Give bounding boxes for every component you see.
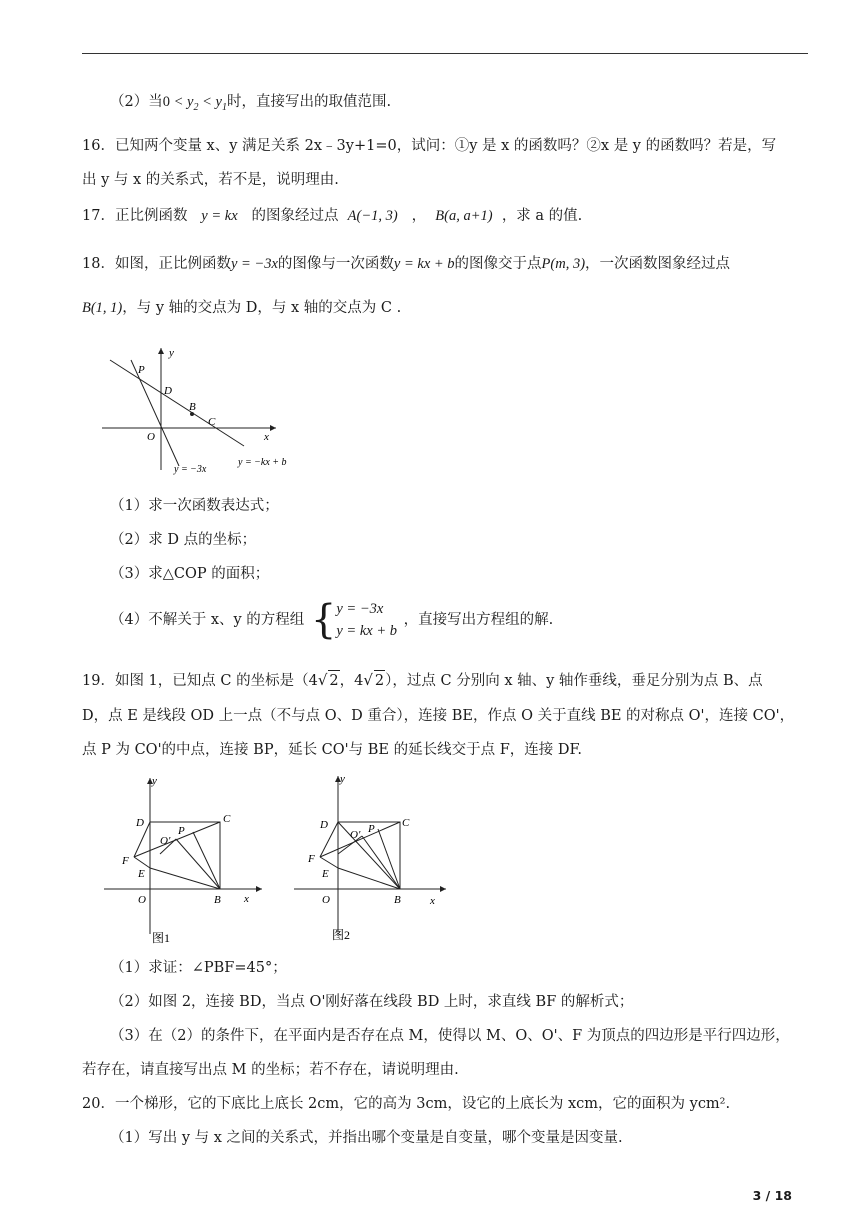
svg-text:B: B [394, 894, 401, 906]
q17: 17．正比例函数 y = kx 的图象经过点 A(−1, 3) ， B(a, a+1) ，求 a 的值. [82, 208, 583, 224]
svg-text:O: O [322, 894, 330, 906]
svg-text:P: P [368, 823, 375, 835]
svg-text:B: B [214, 894, 221, 906]
svg-text:O: O [138, 894, 146, 906]
svg-text:F: F [122, 855, 129, 867]
equation-system: {y = −3x y = kx + b [310, 597, 398, 643]
q19-part3-line1: （3）在（2）的条件下，在平面内是否存在点 M，使得以 M、O、O'、F 为顶点的四边形是平行四边形， [110, 1028, 790, 1044]
label-line2: y = −kx + b [238, 457, 287, 468]
label-c: C [208, 416, 216, 428]
q20-line1: 20．一个梯形，它的下底比上底长 2cm，它的高为 3cm，设它的上底长为 xcm，它的面积为 ycm². [82, 1096, 731, 1112]
q18-part2: （2）求 D 点的坐标； [110, 532, 257, 548]
caption-fig2: 图2 [332, 928, 351, 942]
caption-fig1: 图1 [152, 931, 171, 944]
svg-text:y: y [152, 775, 157, 787]
q17-function: y = kx [201, 208, 238, 224]
label-p: P [138, 364, 145, 376]
q16-line2: 出 y 与 x 的关系式，若不是，说明理由. [82, 172, 339, 188]
q15-part2: （2）当$0 < y_2 < y_1$时，直接写出的取值范围. [110, 94, 392, 113]
line-kx-b [110, 360, 244, 446]
q19-line3: 点 P 为 CO'的中点，连接 BP，延长 CO'与 BE 的延长线交于点 F，连接 DF. [82, 742, 582, 758]
header-rule [82, 53, 808, 54]
q18-part3: （3）求△COP 的面积； [110, 566, 270, 582]
label-line1: y = −3x [174, 464, 207, 475]
svg-text:P: P [178, 825, 185, 837]
svg-text:x: x [244, 893, 249, 905]
q19-figure-2 [290, 772, 460, 944]
page-number: 3 / 18 [752, 1188, 792, 1203]
q18-line1: 18．如图，正比例函数y = −3x的图像与一次函数y = kx + b的图像交于点P(m, 3)，一次函数图象经过点 [82, 256, 731, 272]
svg-text:F: F [308, 853, 315, 865]
q18-line2: B(1, 1)，与 y 轴的交点为 D，与 x 轴的交点为 C . [82, 300, 402, 316]
label-x: x [264, 431, 269, 443]
q19-figure-1 [100, 772, 270, 944]
svg-text:E: E [322, 868, 329, 880]
svg-text:O': O' [350, 829, 361, 841]
label-y: y [169, 347, 174, 359]
q19-part2: （2）如图 2，连接 BD，当点 O'刚好落在线段 BD 上时，求直线 BF 的解析式； [110, 994, 634, 1010]
q19-line2: D，点 E 是线段 OD 上一点（不与点 O、D 重合），连接 BE，作点 O 关于直线 BE 的对称点 O'，连接 CO'， [82, 708, 795, 724]
q16-line1: 16．已知两个变量 x、y 满足关系 2x﹣3y+1=0，试问：①y 是 x 的函数吗？②x 是 y 的函数吗？若是，写 [82, 138, 777, 154]
q17-point-a: A(−1, 3) [347, 208, 398, 224]
q17-point-b: B(a, a+1) [435, 208, 493, 224]
svg-text:x: x [430, 895, 435, 907]
svg-text:D: D [320, 819, 328, 831]
q18-part1: （1）求一次函数表达式； [110, 498, 279, 514]
q19-part3-line2: 若存在，请直接写出点 M 的坐标；若不存在，请说明理由. [82, 1062, 459, 1078]
svg-text:C: C [402, 817, 410, 829]
svg-text:O': O' [160, 835, 171, 847]
svg-text:D: D [136, 817, 144, 829]
q18-part4: （4）不解关于 x、y 的方程组 {y = −3x y = kx + b ，直接写出方程组的解. [110, 597, 554, 643]
svg-text:y: y [340, 773, 345, 785]
label-d: D [164, 385, 172, 397]
line-bp [193, 832, 220, 889]
svg-text:C: C [223, 813, 231, 825]
line-be [150, 868, 220, 889]
q20-part1: （1）写出 y 与 x 之间的关系式，并指出哪个变量是自变量，哪个变量是因变量. [110, 1130, 623, 1146]
label-b: B [189, 401, 196, 413]
q19-part1: （1）求证：∠PBF=45°； [110, 960, 287, 976]
q19-line1: 19．如图 1，已知点 C 的坐标是（4√ 2，4√ 2），过点 C 分别向 x 轴、y 轴作垂线，垂足分别为点 B、点 [82, 671, 763, 689]
q18-figure [98, 340, 308, 475]
label-o: O [147, 431, 155, 443]
svg-text:E: E [138, 868, 145, 880]
